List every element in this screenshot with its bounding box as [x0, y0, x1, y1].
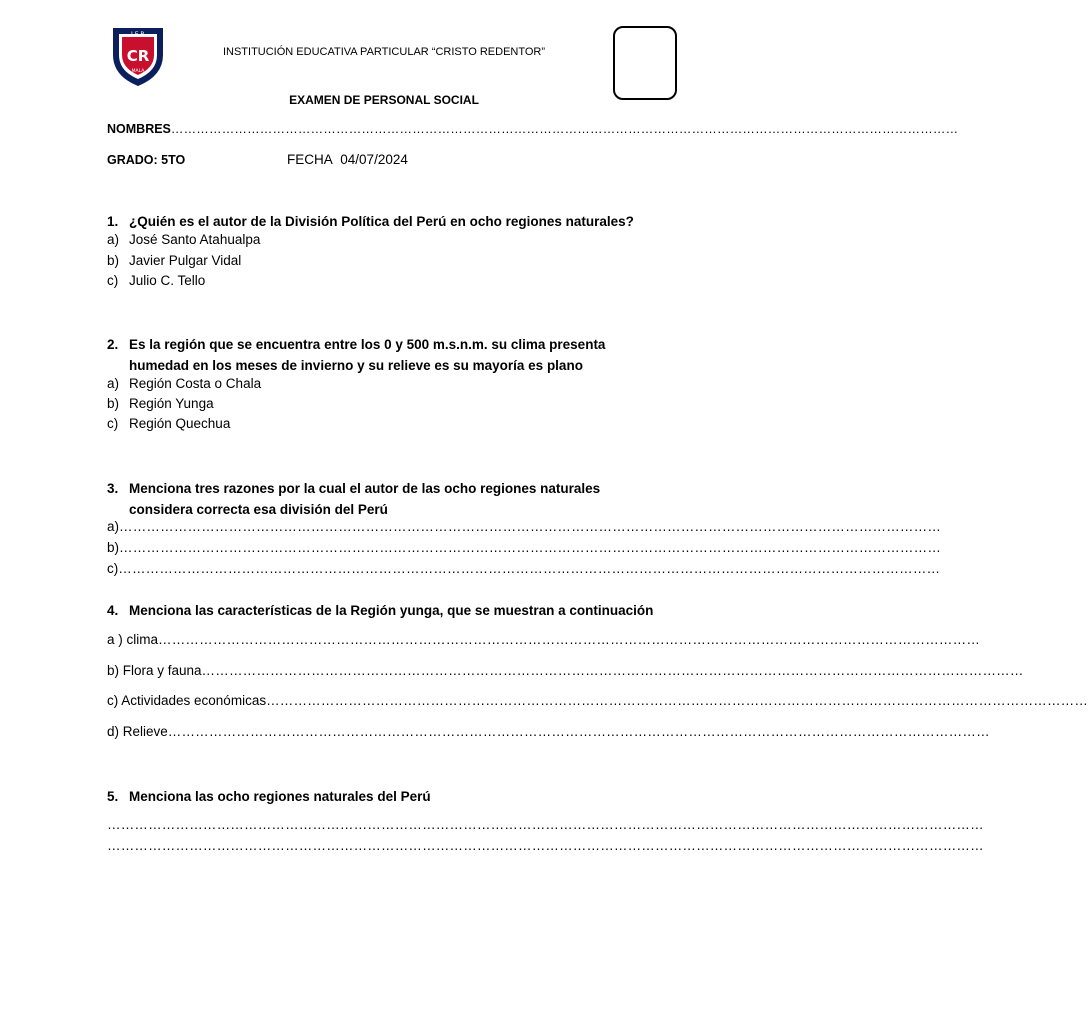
question-text: Menciona las ocho regiones naturales del Perú — [129, 789, 431, 804]
q3-answer-b[interactable]: b) ……………………………………………………………………………………………………………………………………………………………… — [107, 540, 942, 555]
q4-item-flora-fauna[interactable]: b) Flora y fauna ……………………………………………………………………………………………………………………………………………………………… — [107, 663, 1024, 678]
q4-item-relieve[interactable]: d) Relieve ……………………………………………………………………………………………………………………………………………………………… — [107, 724, 990, 739]
question-text: Menciona tres razones por la cual el autor de las ocho regiones naturales considera correcta esa división del Perú — [129, 481, 601, 517]
fecha-field — [287, 152, 408, 167]
question-number: 3. — [107, 481, 119, 496]
q2-option-c[interactable]: c) Región Quechua — [107, 416, 231, 431]
institution-name: INSTITUCIÓN EDUCATIVA PARTICULAR “CRISTO REDENTOR” — [222, 46, 546, 58]
question-number: 5. — [107, 789, 119, 804]
fecha-label: FECHA — [287, 152, 333, 167]
nombres-label: NOMBRES — [107, 122, 171, 136]
fecha-value: 04/07/2024 — [340, 152, 408, 167]
svg-text:CR: CR — [126, 47, 150, 65]
q1-option-c[interactable]: c) Julio C. Tello — [107, 273, 206, 288]
q3-answer-c[interactable]: c) ……………………………………………………………………………………………………………………………………………………………… — [107, 561, 941, 576]
question-2 — [107, 334, 667, 376]
q1-option-b[interactable]: b) Javier Pulgar Vidal — [107, 253, 242, 268]
question-text: Menciona las características de la Región yunga, que se muestran a continuación — [129, 603, 654, 618]
question-5 — [107, 786, 667, 807]
question-text: ¿Quién es el autor de la División Política del Perú en ocho regiones naturales? — [129, 214, 634, 229]
q4-item-actividades[interactable]: c) Actividades económicas ……………………………………………………………………………………………………………………………………………………………… — [107, 693, 1088, 708]
q1-option-a[interactable]: a) José Santo Atahualpa — [107, 232, 261, 247]
q3-answer-a[interactable]: a) ……………………………………………………………………………………………………………………………………………………………… — [107, 519, 942, 534]
exam-title: EXAMEN DE PERSONAL SOCIAL — [289, 93, 479, 107]
question-text: Es la región que se encuentra entre los 0 y 500 m.s.n.m. su clima presenta humedad en los meses de invierno y su relieve es su mayoría es plano — [129, 337, 606, 373]
question-number: 1. — [107, 214, 119, 229]
q5-answer-line-1[interactable]: ………………………………………………………………………………………………………………………………………………………………………… — [107, 817, 984, 832]
q2-option-b[interactable]: b) Región Yunga — [107, 396, 214, 411]
question-1 — [107, 211, 667, 232]
nombres-field[interactable] — [107, 122, 959, 136]
question-3 — [107, 478, 667, 520]
svg-text:I.E.P.: I.E.P. — [131, 31, 145, 38]
q5-answer-line-2[interactable]: ………………………………………………………………………………………………………………………………………………………………………… — [107, 838, 984, 853]
svg-text:MALA: MALA — [131, 69, 145, 74]
question-number: 2. — [107, 337, 119, 352]
q2-option-a[interactable]: a) Región Costa o Chala — [107, 376, 262, 391]
q4-item-clima[interactable]: a ) clima ……………………………………………………………………………………………………………………………………………………………… — [107, 632, 981, 647]
grado-label: GRADO: 5TO — [107, 153, 186, 167]
grade-box — [613, 26, 677, 100]
question-number: 4. — [107, 603, 119, 618]
question-4 — [107, 600, 667, 621]
nombres-blank[interactable]: …………………………………………………………………………………………………………………………………………………………………… — [170, 122, 959, 136]
